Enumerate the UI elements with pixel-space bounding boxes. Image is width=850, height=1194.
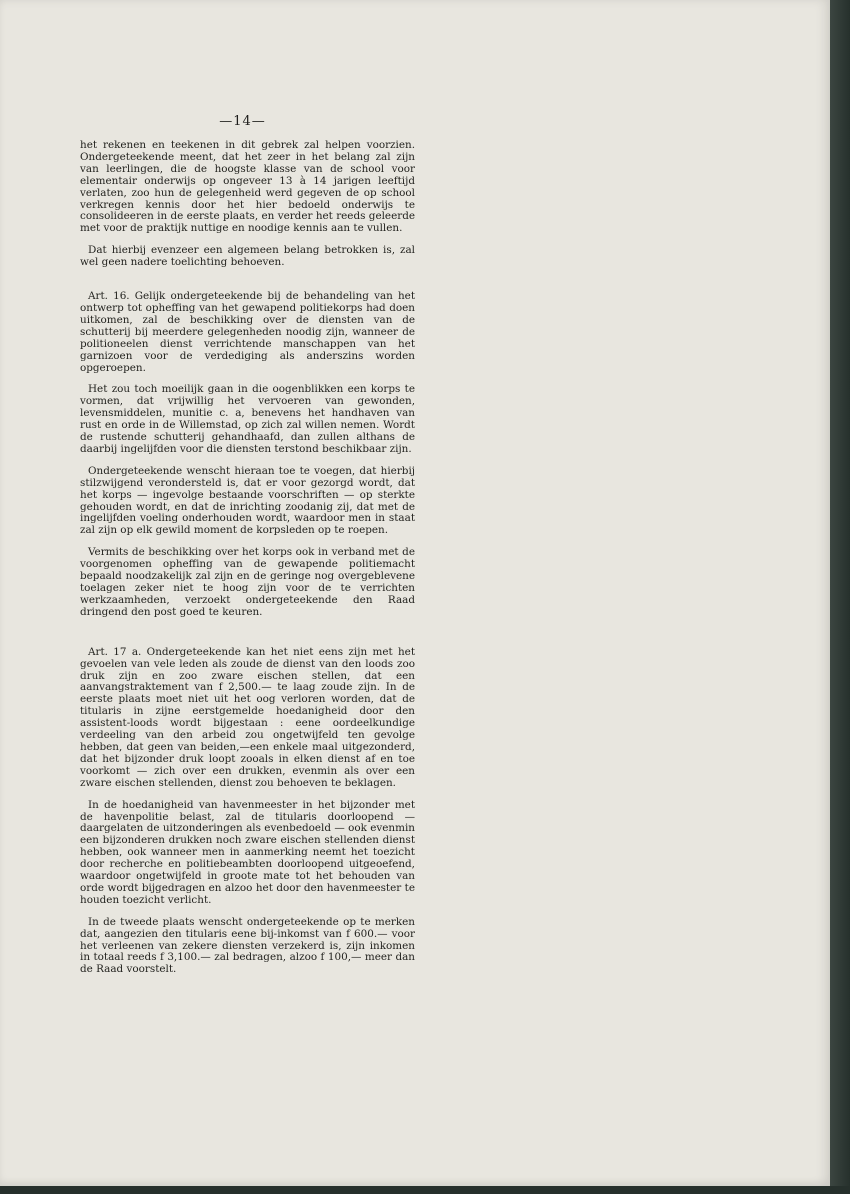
paragraph-art-16: Art. 16. Gelijk ondergeteekende bij de behandeling van het ontwerp tot opheffing van het gewapend politiekorps had doen uitkomen, zal de beschikking over de diensten van de schutterij bij meerdere gelegenheden noodig zijn, wanneer de politioneelen dienst verrichtende manschappen van het garnizoen voor de verdediging als anderszins worden opgeroepen. <box>80 290 415 374</box>
paragraph-8: In de hoedanigheid van havenmeester in het bijzonder met de havenpolitie belast, zal de titularis doorloopend — daargelaten de uitzonderingen als evenbedoeld — ook evenmin een bijzonderen drukken noch zware eischen stellenden dienst hebben, ook wanneer men in aanmerking neemt het toezicht door recherche en politiebeambten doorloopend uitgeoefend, waardoor ongetwijfeld in groote mate tot het behouden van orde wordt bijgedragen en alzoo het door den havenmeester te houden toezicht verlicht. <box>80 798 415 906</box>
paragraph-1: het rekenen en teekenen in dit gebrek zal helpen voorzien. Ondergeteekende meent, dat het zeer in het belang zal zijn van leerlingen, die de hoogste klasse van de school voor elementair onderwijs op ongeveer 13 à 14 jarigen leeftijd verlaten, zoo hun de gelegenheid werd gegeven de op school verkregen kennis door het hier bedoeld onderwijs te consolideeren in de eerste plaats, en verder het reeds geleerde met voor de praktijk nuttige en noodige kennis aan te vullen. <box>80 139 415 235</box>
paragraph-art-17a: Art. 17 a. Ondergeteekende kan het niet eens zijn met het gevoelen van vele leden als zoude de dienst van den loods zoo druk zijn en zoo zware eischen stellen, dat een aanvangstraktement van f 2,500.— te laag zoude zijn. In de eerste plaats moet niet uit het oog verloren worden, dat de titularis in zijne eerstgemelde hoedanigheid door den assistent-loods wordt bijgestaan : eene oordeelkundige verdeeling van den arbeid zou ongetwijfeld ten gevolge hebben, dat geen van beiden,—een enkele maal uitgezonderd, dat het bijzonder druk loopt zooals in elken dienst af en toe voorkomt — zich over een drukken, evenmin als over een zware eischen stellenden, dienst zou behoeven te beklagen. <box>80 645 415 789</box>
scan-background-bottom <box>0 1186 850 1194</box>
paragraph-5: Ondergeteekende wenscht hieraan toe te voegen, dat hierbij stilzwijgend verondersteld is, dat er voor gezorgd wordt, dat het korps — ingevolge bestaande voorschriften — op sterkte gehouden wordt, en dat de inrichting zoodanig zij, dat met de ingelijfden voeling onderhouden wordt, waardoor men in staat zal zijn op elk gewild moment de korpsleden op te roepen. <box>80 464 415 537</box>
paragraph-2: Dat hierbij evenzeer een algemeen belang betrokken is, zal wel geen nadere toelichting behoeven. <box>80 244 415 269</box>
page-number: —14— <box>219 114 266 129</box>
paragraph-6: Vermits de beschikking over het korps ook in verband met de voorgenomen opheffing van de gewapende politiemacht bepaald noodzakelijk zal zijn en de geringe nog overgeblevene toelagen zeker niet te hoog zijn voor de te verrichten werkzaamheden, verzoekt ondergeteekende den Raad dringend den post goed te keuren. <box>80 546 415 618</box>
body-text <box>80 140 415 976</box>
scan-background-right <box>830 0 850 1194</box>
paragraph-4: Het zou toch moeilijk gaan in die oogenblikken een korps te vormen, dat vrijwillig het vervoeren van gewonden, levensmiddelen, munitie c. a, benevens het handhaven van rust en orde in de Willemstad, op zich zal willen nemen. Wordt de rustende schutterij gehandhaafd, dan zullen althans de daarbij ingelijfden voor die diensten terstond beschikbaar zijn. <box>80 383 415 455</box>
paragraph-9: In de tweede plaats wenscht ondergeteekende op te merken dat, aangezien den titularis eene bij-inkomst van f 600.— voor het verleenen van zekere diensten verzekerd is, zijn inkomen in totaal reeds f 3,100.— zal bedragen, alzoo f 100,— meer dan de Raad voorstelt. <box>80 915 415 976</box>
